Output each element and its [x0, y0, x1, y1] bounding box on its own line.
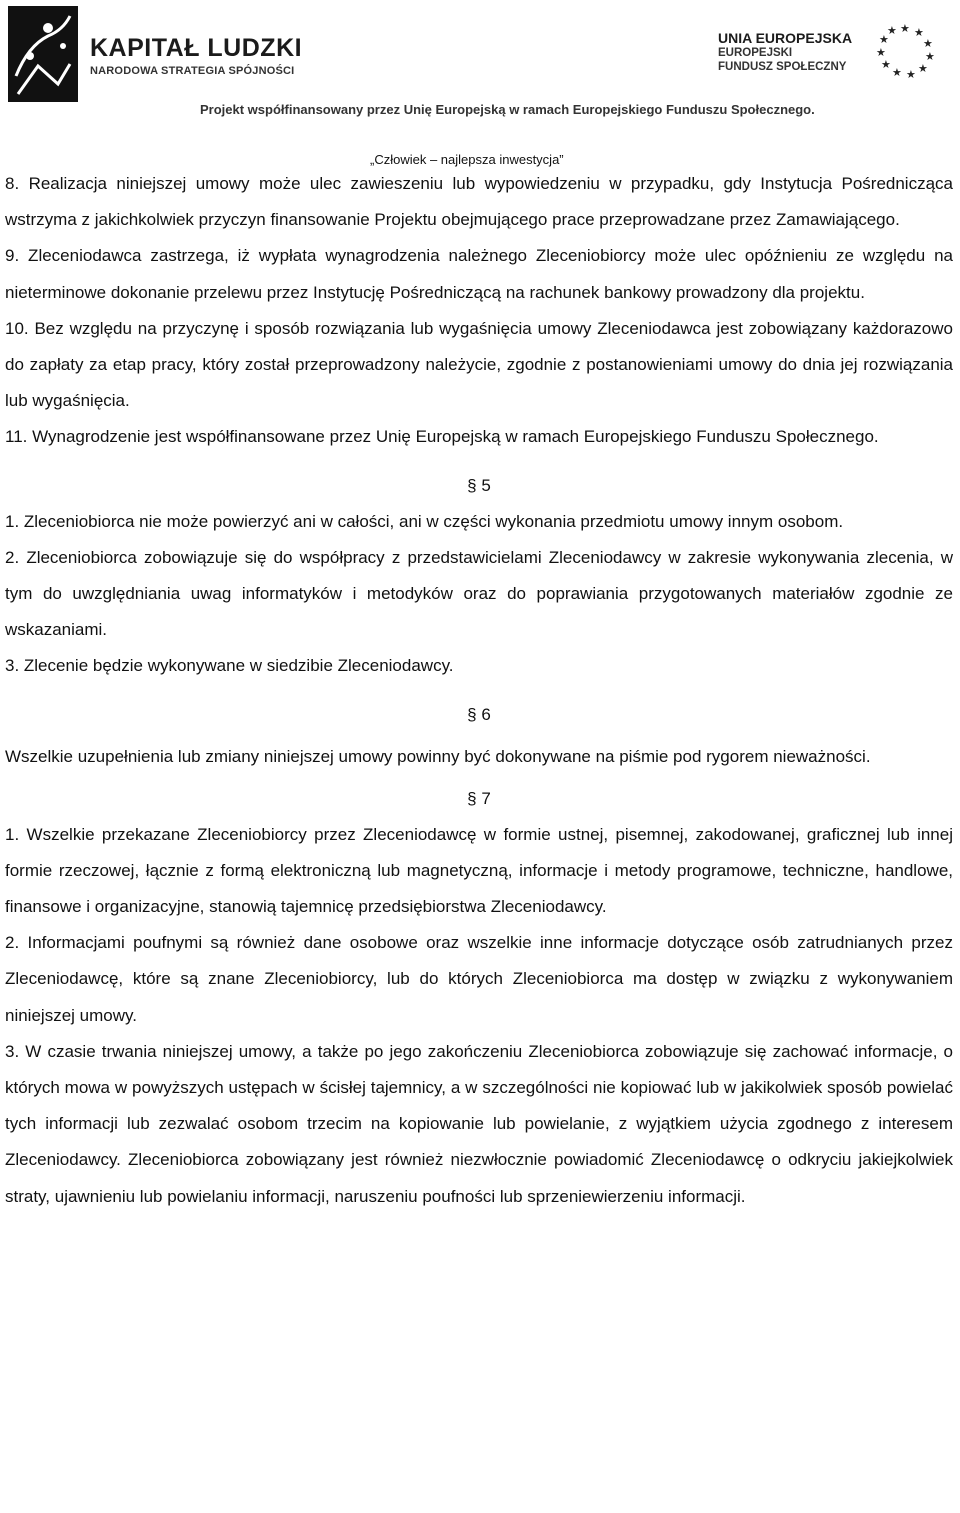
svg-text:★: ★	[923, 37, 933, 50]
document-body	[5, 166, 953, 1215]
right-logo-line2: FUNDUSZ SPOŁECZNY	[718, 61, 847, 73]
svg-text:★: ★	[876, 46, 886, 59]
paragraph-10: 10. Bez względu na przyczynę i sposób rozwiązania lub wygaśnięcia umowy Zleceniodawca jest zobowiązany każdorazowo do zapłaty za etap pracy, który został przeprowadzony należycie, zgodnie z postanowieniami umowy do dnia jej rozwiązania lub wygaśnięcia.	[5, 318, 953, 411]
svg-text:★: ★	[906, 68, 916, 81]
section-7-point-3: 3. W czasie trwania niniejszej umowy, a także po jego zakończeniu Zleceniobiorca zobowiązuje się zachować informacje, o których mowa w powyższych ustępach w ścisłej tajemnicy, a w szczególności nie kopiować lub w jakikolwiek sposób powielać tych informacji lub zezwalać osobom trzecim na kopiowanie lub powielanie, z wyjątkiem użycia zgodnego z interesem Zleceniodawcy. Zleceniobiorca zobowiązany jest również niezwłocznie powiadomić Zleceniodawcę o odkryciu jakiejkolwiek straty, ujawnieniu lub powielaniu informacji, naruszeniu poufności lub sprzeniewierzeniu informacji.	[5, 1041, 953, 1206]
paragraph-11: 11. Wynagrodzenie jest współfinansowane przez Unię Europejską w ramach Europejskiego Funduszu Społecznego.	[5, 427, 879, 447]
right-logo-line1: EUROPEJSKI	[718, 47, 793, 59]
left-logo-subtitle: NARODOWA STRATEGIA SPÓJNOŚCI	[90, 65, 295, 77]
paragraph-8: 8. Realizacja niniejszej umowy może ulec zawieszeniu lub wypowiedzeniu w przypadku, gdy Instytucja Pośrednicząca wstrzyma z jakichkolwiek przyczyn finansowanie Projektu obejmującego prace przeprowadzane przez Zamawiającego.	[5, 174, 953, 230]
section-7-point-2: 2. Informacjami poufnymi są również dane osobowe oraz wszelkie inne informacje dotyczące osób zatrudnianych przez Zleceniodawcę, które są znane Zleceniobiorcy, lub do których Zleceniobiorca ma dostęp w związku z wykonywaniem niniejszej umowy.	[5, 933, 953, 1025]
section-5-point-1: 1. Zleceniobiorca nie może powierzyć ani w całości, ani w części wykonania przedmiotu umowy innym osobom.	[5, 511, 844, 531]
svg-text:★: ★	[892, 66, 902, 79]
eu-flag-icon	[866, 20, 942, 82]
svg-text:★: ★	[879, 33, 889, 46]
svg-text:★: ★	[900, 22, 910, 35]
svg-text:★: ★	[881, 58, 891, 71]
section-5-point-2: 2. Zleceniobiorca zobowiązuje się do współpracy z przedstawicielami Zleceniodawcy w zakresie wykonywania zlecenia, w tym do uwzględniania uwag informatyków i metodyków oraz do poprawiania przygotowanych materiałów zgodnie ze wskazaniami.	[5, 547, 953, 640]
svg-text:★: ★	[918, 62, 928, 75]
section-5-heading: § 5	[467, 475, 491, 495]
svg-text:★: ★	[925, 50, 935, 63]
section-5-point-3: 3. Zlecenie będzie wykonywane w siedzibie Zleceniodawcy.	[5, 656, 454, 676]
eu-logo-text	[718, 30, 852, 74]
svg-text:★: ★	[887, 24, 897, 37]
paragraph-9: 9. Zleceniodawca zastrzega, iż wypłata wynagrodzenia należnego Zleceniobiorcy może ulec opóźnieniu ze względu na nieterminowe dokonanie przelewu przez Instytucję Pośredniczącą na rachunek bankowy prowadzony dla projektu.	[5, 246, 953, 302]
right-logo-title: UNIA EUROPEJSKA	[718, 30, 853, 46]
spacer	[5, 769, 953, 781]
section-7-heading: § 7	[467, 788, 491, 808]
motto: „Człowiek – najlepsza inwestycja”	[370, 152, 564, 167]
left-logo-title: KAPITAŁ LUDZKI	[90, 34, 303, 62]
section-7-point-1: 1. Wszelkie przekazane Zleceniobiorcy przez Zleceniodawcę w formie ustnej, pisemnej, zakodowanej, graficznej lub innej formie rzeczowej, łącznie z formą elektroniczną lub magnetyczną, informacje i metody programowe, techniczne, handlowe, finansowe i organizacyjne, stanowią tajemnicę przedsiębiorstwa Zleceniodawcy.	[5, 824, 953, 917]
spacer	[5, 733, 953, 745]
page-header	[0, 0, 960, 175]
spacer	[5, 456, 953, 468]
kapital-ludzki-logo-icon	[8, 6, 78, 102]
section-6-text: Wszelkie uzupełnienia lub zmiany niniejszej umowy powinny być dokonywane na piśmie pod rygorem nieważności.	[5, 746, 871, 766]
spacer	[5, 685, 953, 697]
svg-text:★: ★	[914, 26, 924, 39]
kapital-ludzki-text	[90, 34, 302, 77]
section-6-heading: § 6	[467, 704, 491, 724]
project-cofinancing-note: Projekt współfinansowany przez Unię Europejską w ramach Europejskiego Funduszu Społecznego.	[200, 102, 815, 117]
